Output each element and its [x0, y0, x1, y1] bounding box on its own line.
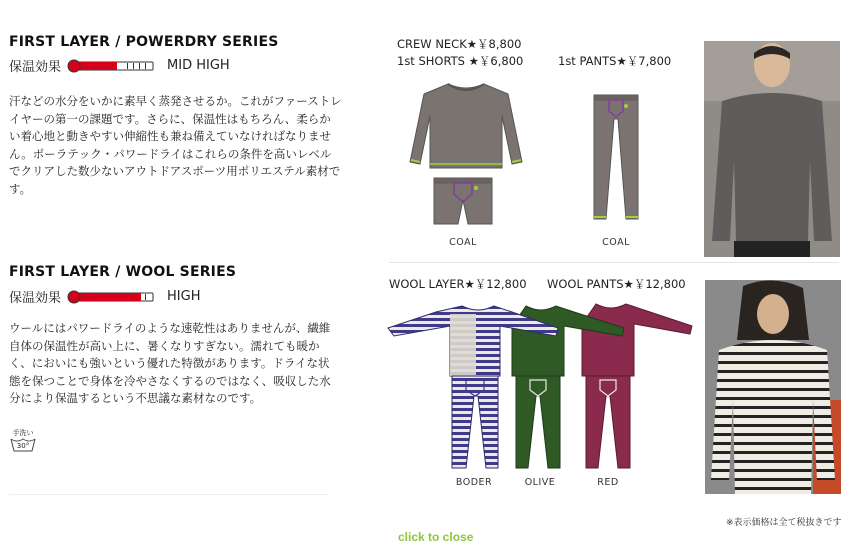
close-link[interactable]: click to close: [398, 530, 474, 544]
care-label: 手洗い: [12, 429, 34, 437]
model-photo-crew-neck: [704, 41, 840, 257]
powerdry-description: 汗などの水分をいかに素早く蒸発させるか。これがファーストレイヤーの第一の課題です。さらに、保温性はもちろん、柔らかい着心地と動きやすい伸縮性も兼ね備えていなければなりません。ポーラテック・パワードライはこれらの条件を高いレベルでクリアした数少ないアウトドアスポーツ用ポリエステル素材です。: [9, 94, 342, 196]
pants-illustration: [592, 93, 640, 223]
caption-olive: OLIVE: [524, 477, 556, 488]
care-temp: 30°: [16, 442, 30, 450]
warmth-level-text: MID HIGH: [167, 58, 230, 73]
warmth-label: 保温効果: [9, 60, 62, 75]
wool-description: ウールにはパワードライのような速乾性はありませんが、繊維自体の保温性が高い上に、暑くなりすぎない。濡れても暖かく、においにも強いという優れた特徴があります。ドライな状態を保つことで身体を冷やさなくするのではなく、吸収した水分により保温するという不思議な素材なのです。: [9, 321, 331, 405]
wool-garments-illustration: [386, 300, 696, 472]
caption-red: RED: [597, 477, 619, 488]
thermometer-icon: [67, 58, 157, 74]
wool-title: FIRST LAYER / WOOL SERIES: [9, 264, 237, 280]
section-divider: [389, 262, 839, 263]
price-wool-layer: WOOL LAYER★￥12,800: [389, 277, 527, 291]
caption-coal-pants: COAL: [602, 237, 630, 248]
warmth-level-text: HIGH: [167, 289, 201, 304]
wool-warmth-row: [9, 287, 200, 306]
shorts-illustration: [432, 176, 494, 226]
powerdry-warmth-row: [9, 56, 230, 75]
model-photo-wool-layer: [705, 280, 841, 494]
price-crew-neck: CREW NECK★￥8,800: [397, 37, 522, 51]
price-wool-pants: WOOL PANTS★￥12,800: [547, 277, 686, 291]
wool-divider: [9, 494, 329, 495]
hand-wash-icon: [10, 429, 36, 455]
price-1st-shorts: 1st SHORTS ★￥6,800: [397, 54, 524, 68]
powerdry-title: FIRST LAYER / POWERDRY SERIES: [9, 34, 279, 50]
thermometer-icon: [67, 289, 157, 305]
warmth-label: 保温効果: [9, 291, 62, 306]
caption-coal-top: COAL: [449, 237, 477, 248]
tax-note: ※表示価格は全て税抜きです: [726, 518, 842, 528]
price-1st-pants: 1st PANTS★￥7,800: [558, 54, 672, 68]
caption-boder: BODER: [455, 477, 493, 488]
crew-neck-illustration: [408, 80, 524, 172]
